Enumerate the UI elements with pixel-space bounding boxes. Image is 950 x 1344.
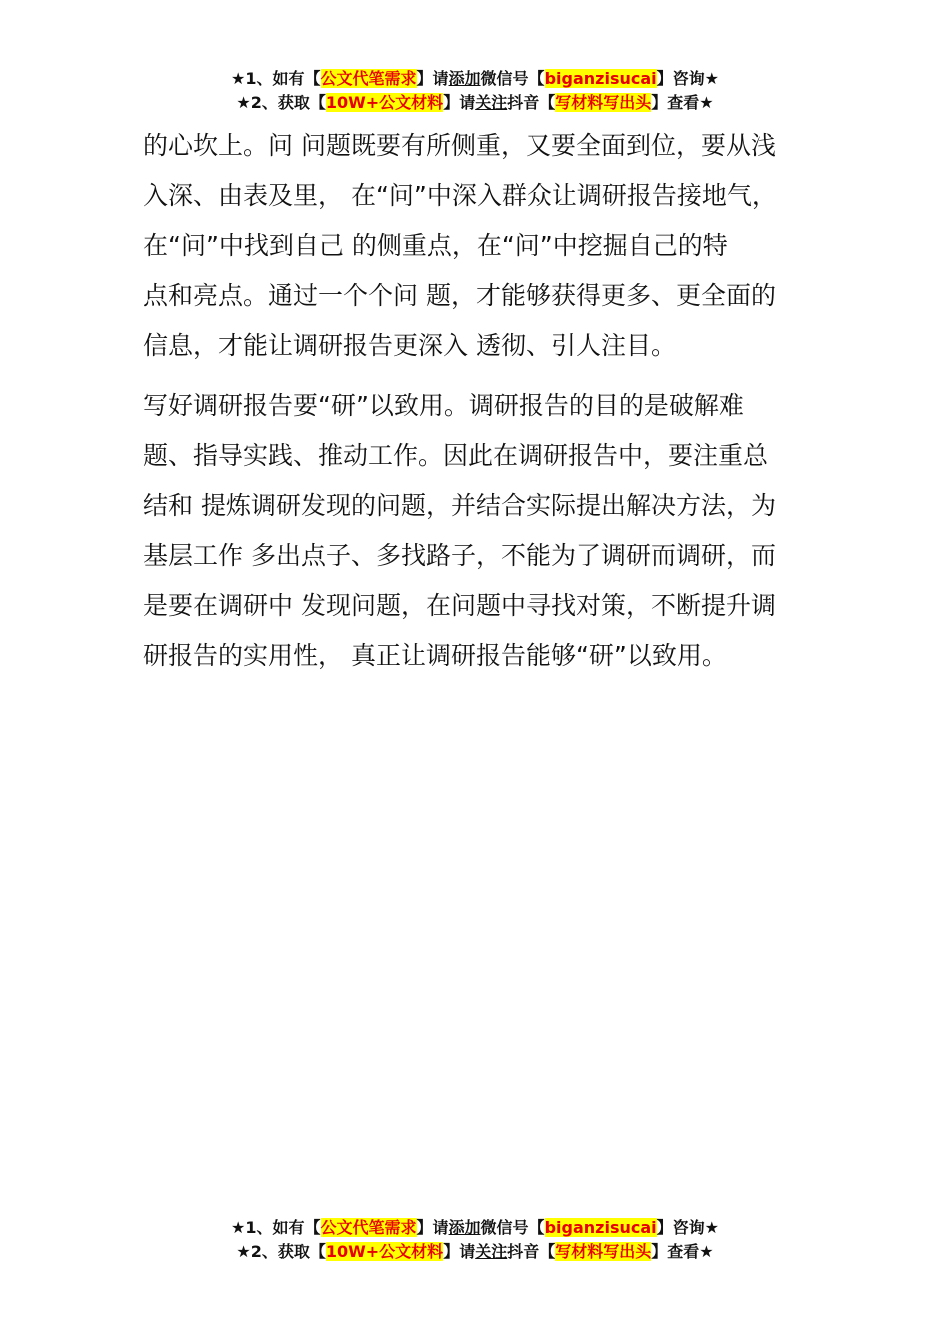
promo-highlight: 公文代笔需求: [320, 1218, 417, 1237]
text-line: 的心坎上。问 问题既要有所侧重，又要全面到位，要从浅: [143, 131, 776, 160]
promo-text: 抖音【: [507, 1242, 556, 1261]
promo-text: 】请: [416, 69, 449, 88]
promo-highlight: biganzisucai: [544, 1218, 657, 1237]
text-line: 结和 提炼调研发现的问题，并结合实际提出解决方法，为: [143, 491, 776, 520]
text-line: 研报告的实用性， 真正让调研报告能够“研”以致用。: [143, 641, 727, 670]
promo-text: ★1、如有【: [231, 69, 321, 88]
promo-text: 】咨询★: [656, 69, 719, 88]
text-line: 写好调研报告要“研”以致用。调研报告的目的是破解难: [143, 391, 744, 420]
promo-line-2: [0, 1240, 950, 1264]
promo-line-2: [0, 91, 950, 115]
promo-underlined: 关注: [475, 1242, 508, 1261]
promo-text: 】请: [416, 1218, 449, 1237]
body-paragraph-2: [143, 381, 823, 681]
text-line: 在“问”中找到自己 的侧重点，在“问”中挖掘自己的特: [143, 231, 728, 260]
promo-line-1: [0, 67, 950, 91]
promo-line-1: [0, 1216, 950, 1240]
promo-highlight: 写材料写出头: [555, 93, 652, 112]
promo-highlight: 10W+公文材料: [325, 1242, 444, 1261]
promo-text: 】请: [443, 93, 476, 112]
document-body: [143, 121, 823, 681]
text-line: 基层工作 多出点子、多找路子，不能为了调研而调研，而: [143, 541, 776, 570]
text-line: 入深、由表及里， 在“问”中深入群众让调研报告接地气，: [143, 181, 777, 210]
text-line: 是要在调研中 发现问题，在问题中寻找对策，不断提升调: [143, 591, 776, 620]
promo-highlight: 公文代笔需求: [320, 69, 417, 88]
promo-underlined: 添加: [448, 69, 481, 88]
promo-text: 】查看★: [651, 93, 714, 112]
text-line: 点和亮点。通过一个个问 题，才能够获得更多、更全面的: [143, 281, 776, 310]
promo-highlight: 写材料写出头: [555, 1242, 652, 1261]
promo-text: 】咨询★: [656, 1218, 719, 1237]
text-line: 题、指导实践、推动工作。因此在调研报告中，要注重总: [143, 441, 769, 470]
text-line: 信息，才能让调研报告更深入 透彻、引人注目。: [143, 331, 676, 360]
promo-text: ★1、如有【: [231, 1218, 321, 1237]
footer-promo-banner: [0, 1216, 950, 1264]
promo-highlight: 10W+公文材料: [325, 93, 444, 112]
promo-text: ★2、获取【: [236, 1242, 326, 1261]
promo-text: 】查看★: [651, 1242, 714, 1261]
promo-text: ★2、获取【: [236, 93, 326, 112]
promo-text: 抖音【: [507, 93, 556, 112]
promo-text: 微信号【: [480, 1218, 545, 1237]
header-promo-banner: [0, 67, 950, 115]
promo-text: 】请: [443, 1242, 476, 1261]
body-paragraph-1: [143, 121, 823, 371]
promo-highlight: biganzisucai: [544, 69, 657, 88]
promo-underlined: 添加: [448, 1218, 481, 1237]
promo-underlined: 关注: [475, 93, 508, 112]
promo-text: 微信号【: [480, 69, 545, 88]
